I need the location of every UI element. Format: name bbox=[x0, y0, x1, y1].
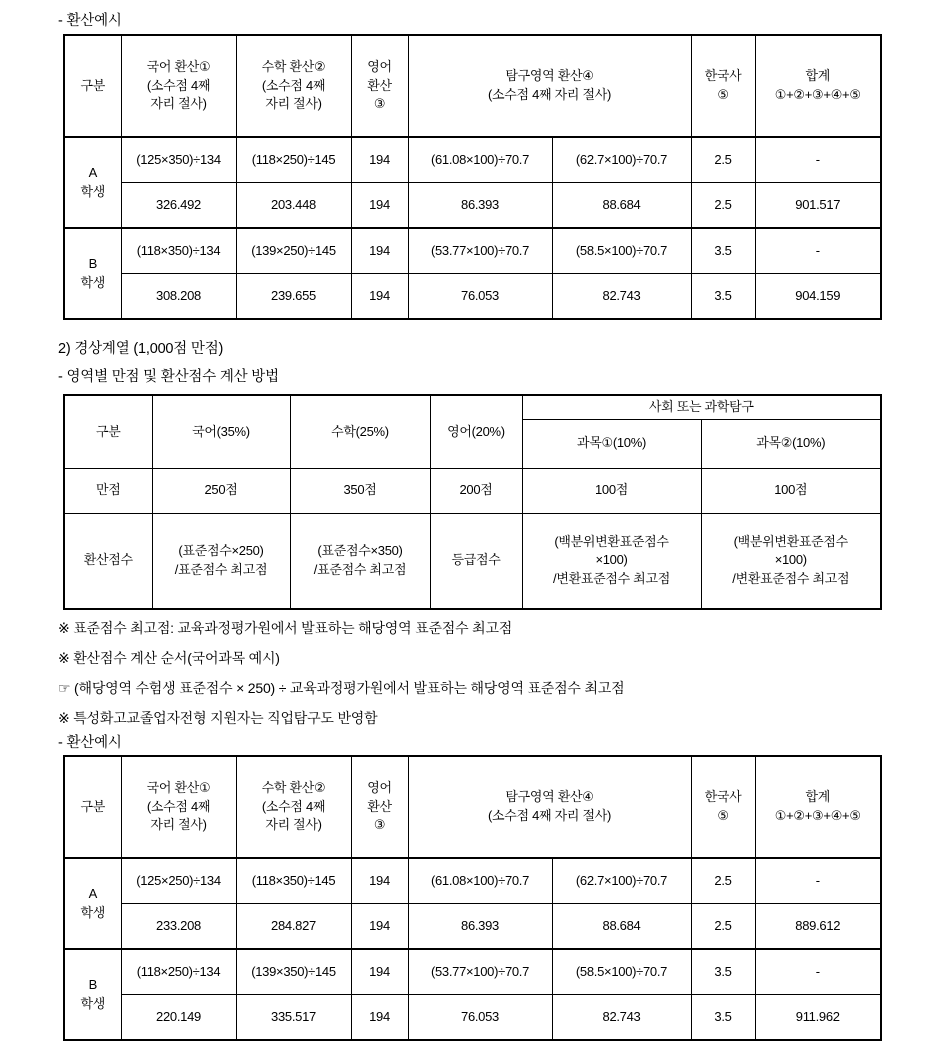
cell-math-perfect: 350점 bbox=[290, 468, 430, 513]
header-division: 구분 bbox=[64, 35, 121, 137]
cell-english-formula: 194 bbox=[351, 858, 408, 904]
commerce-section-title: 2) 경상계열 (1,000점 만점) bbox=[58, 341, 224, 357]
cell-english-formula: 194 bbox=[351, 228, 408, 274]
cell-subject2-conversion: (백분위변환표준점수 ×100) /변환표준점수 최고점 bbox=[701, 513, 881, 609]
cell-english-result: 194 bbox=[351, 183, 408, 229]
cell-english-result: 194 bbox=[351, 274, 408, 320]
cell-history-result: 3.5 bbox=[691, 995, 755, 1041]
cell-math-formula: (118×350)÷145 bbox=[236, 858, 351, 904]
note-line-4: ※ 특성화고교졸업자전형 지원자는 직업탐구도 반영함 bbox=[58, 710, 378, 726]
header-history: 한국사 ⑤ bbox=[691, 756, 755, 858]
header-inquiry: 탐구영역 환산④ (소수점 4째 자리 절사) bbox=[408, 756, 691, 858]
header-english: 영어 환산 ③ bbox=[351, 756, 408, 858]
cell-history-formula: 3.5 bbox=[691, 949, 755, 995]
header-subject2: 과목②(10%) bbox=[701, 419, 881, 468]
cell-english-conversion: 등급점수 bbox=[430, 513, 522, 609]
cell-inquiry1-result: 86.393 bbox=[408, 183, 552, 229]
header-total: 합계 ①+②+③+④+⑤ bbox=[755, 756, 881, 858]
cell-total-result: 904.159 bbox=[755, 274, 881, 320]
cell-inquiry1-formula: (53.77×100)÷70.7 bbox=[408, 949, 552, 995]
cell-history-result: 3.5 bbox=[691, 274, 755, 320]
table-header-row bbox=[64, 756, 881, 858]
cell-korean-result: 308.208 bbox=[121, 274, 236, 320]
cell-korean-conversion: (표준점수×250) /표준점수 최고점 bbox=[152, 513, 290, 609]
cell-total-formula: - bbox=[755, 858, 881, 904]
top-example-heading: - 환산예시 bbox=[58, 13, 122, 29]
cell-inquiry2-formula: (62.7×100)÷70.7 bbox=[552, 137, 691, 183]
table-header-row-1 bbox=[64, 395, 881, 419]
table-row bbox=[64, 274, 881, 320]
cell-korean-formula: (118×250)÷134 bbox=[121, 949, 236, 995]
cell-inquiry2-result: 88.684 bbox=[552, 904, 691, 950]
cell-history-formula: 2.5 bbox=[691, 858, 755, 904]
score-calculation-method-table bbox=[63, 394, 882, 610]
cell-korean-result: 326.492 bbox=[121, 183, 236, 229]
row-label-b: B 학생 bbox=[64, 949, 121, 1040]
cell-total-formula: - bbox=[755, 137, 881, 183]
note-line-2: ※ 환산점수 계산 순서(국어과목 예시) bbox=[58, 650, 280, 666]
cell-math-formula: (139×350)÷145 bbox=[236, 949, 351, 995]
row-label-conversion: 환산점수 bbox=[64, 513, 152, 609]
table-row-perfect-score bbox=[64, 468, 881, 513]
table-row bbox=[64, 858, 881, 904]
cell-inquiry1-result: 86.393 bbox=[408, 904, 552, 950]
header-history: 한국사 ⑤ bbox=[691, 35, 755, 137]
table-row bbox=[64, 949, 881, 995]
cell-english-result: 194 bbox=[351, 995, 408, 1041]
table-row bbox=[64, 228, 881, 274]
cell-total-formula: - bbox=[755, 228, 881, 274]
cell-korean-result: 220.149 bbox=[121, 995, 236, 1041]
cell-english-result: 194 bbox=[351, 904, 408, 950]
cell-english-formula: 194 bbox=[351, 137, 408, 183]
cell-history-result: 2.5 bbox=[691, 183, 755, 229]
header-math: 수학 환산② (소수점 4째 자리 절사) bbox=[236, 756, 351, 858]
cell-inquiry2-result: 82.743 bbox=[552, 274, 691, 320]
header-total: 합계 ①+②+③+④+⑤ bbox=[755, 35, 881, 137]
cell-math-result: 239.655 bbox=[236, 274, 351, 320]
table-row-conversion-score bbox=[64, 513, 881, 609]
header-korean: 국어 환산① (소수점 4째 자리 절사) bbox=[121, 756, 236, 858]
cell-inquiry2-result: 82.743 bbox=[552, 995, 691, 1041]
cell-korean-formula: (125×350)÷134 bbox=[121, 137, 236, 183]
cell-history-formula: 2.5 bbox=[691, 137, 755, 183]
table-header-row bbox=[64, 35, 881, 137]
cell-total-result: 911.962 bbox=[755, 995, 881, 1041]
cell-inquiry1-formula: (53.77×100)÷70.7 bbox=[408, 228, 552, 274]
cell-inquiry2-formula: (58.5×100)÷70.7 bbox=[552, 949, 691, 995]
cell-subject1-conversion: (백분위변환표준점수 ×100) /변환표준점수 최고점 bbox=[522, 513, 701, 609]
cell-math-result: 335.517 bbox=[236, 995, 351, 1041]
cell-total-result: 901.517 bbox=[755, 183, 881, 229]
cell-math-formula: (139×250)÷145 bbox=[236, 228, 351, 274]
header-english: 영어(20%) bbox=[430, 395, 522, 468]
cell-english-perfect: 200점 bbox=[430, 468, 522, 513]
cell-korean-formula: (118×350)÷134 bbox=[121, 228, 236, 274]
note-line-3: ☞ (해당영역 수험생 표준점수 × 250) ÷ 교육과정평가원에서 발표하는 해당영역 표준점수 최고점 bbox=[58, 680, 625, 696]
header-korean: 국어(35%) bbox=[152, 395, 290, 468]
cell-math-conversion: (표준점수×350) /표준점수 최고점 bbox=[290, 513, 430, 609]
row-label-perfect: 만점 bbox=[64, 468, 152, 513]
table-row bbox=[64, 183, 881, 229]
cell-inquiry2-result: 88.684 bbox=[552, 183, 691, 229]
cell-subject2-perfect: 100점 bbox=[701, 468, 881, 513]
header-subject1: 과목①(10%) bbox=[522, 419, 701, 468]
bottom-example-heading: - 환산예시 bbox=[58, 735, 122, 751]
cell-history-formula: 3.5 bbox=[691, 228, 755, 274]
cell-korean-result: 233.208 bbox=[121, 904, 236, 950]
cell-inquiry1-result: 76.053 bbox=[408, 995, 552, 1041]
cell-korean-formula: (125×250)÷134 bbox=[121, 858, 236, 904]
table-row bbox=[64, 137, 881, 183]
cell-inquiry1-formula: (61.08×100)÷70.7 bbox=[408, 858, 552, 904]
conversion-example-table-bottom bbox=[63, 755, 882, 1041]
table-row bbox=[64, 904, 881, 950]
header-inquiry: 탐구영역 환산④ (소수점 4째 자리 절사) bbox=[408, 35, 691, 137]
header-math: 수학(25%) bbox=[290, 395, 430, 468]
cell-total-formula: - bbox=[755, 949, 881, 995]
cell-math-result: 203.448 bbox=[236, 183, 351, 229]
cell-history-result: 2.5 bbox=[691, 904, 755, 950]
commerce-section-subtitle: - 영역별 만점 및 환산점수 계산 방법 bbox=[58, 369, 279, 385]
cell-inquiry1-formula: (61.08×100)÷70.7 bbox=[408, 137, 552, 183]
cell-math-formula: (118×250)÷145 bbox=[236, 137, 351, 183]
cell-subject1-perfect: 100점 bbox=[522, 468, 701, 513]
cell-total-result: 889.612 bbox=[755, 904, 881, 950]
cell-inquiry2-formula: (62.7×100)÷70.7 bbox=[552, 858, 691, 904]
row-label-b: B 학생 bbox=[64, 228, 121, 319]
cell-korean-perfect: 250점 bbox=[152, 468, 290, 513]
note-line-1: ※ 표준점수 최고점: 교육과정평가원에서 발표하는 해당영역 표준점수 최고점 bbox=[58, 620, 513, 636]
header-korean: 국어 환산① (소수점 4째 자리 절사) bbox=[121, 35, 236, 137]
cell-inquiry1-result: 76.053 bbox=[408, 274, 552, 320]
conversion-example-table-top bbox=[63, 34, 882, 320]
header-inquiry-group: 사회 또는 과학탐구 bbox=[522, 395, 881, 419]
cell-math-result: 284.827 bbox=[236, 904, 351, 950]
cell-inquiry2-formula: (58.5×100)÷70.7 bbox=[552, 228, 691, 274]
row-label-a: A 학생 bbox=[64, 137, 121, 228]
table-row bbox=[64, 995, 881, 1041]
header-math: 수학 환산② (소수점 4째 자리 절사) bbox=[236, 35, 351, 137]
header-english: 영어 환산 ③ bbox=[351, 35, 408, 137]
cell-english-formula: 194 bbox=[351, 949, 408, 995]
header-division: 구분 bbox=[64, 395, 152, 468]
header-division: 구분 bbox=[64, 756, 121, 858]
row-label-a: A 학생 bbox=[64, 858, 121, 949]
